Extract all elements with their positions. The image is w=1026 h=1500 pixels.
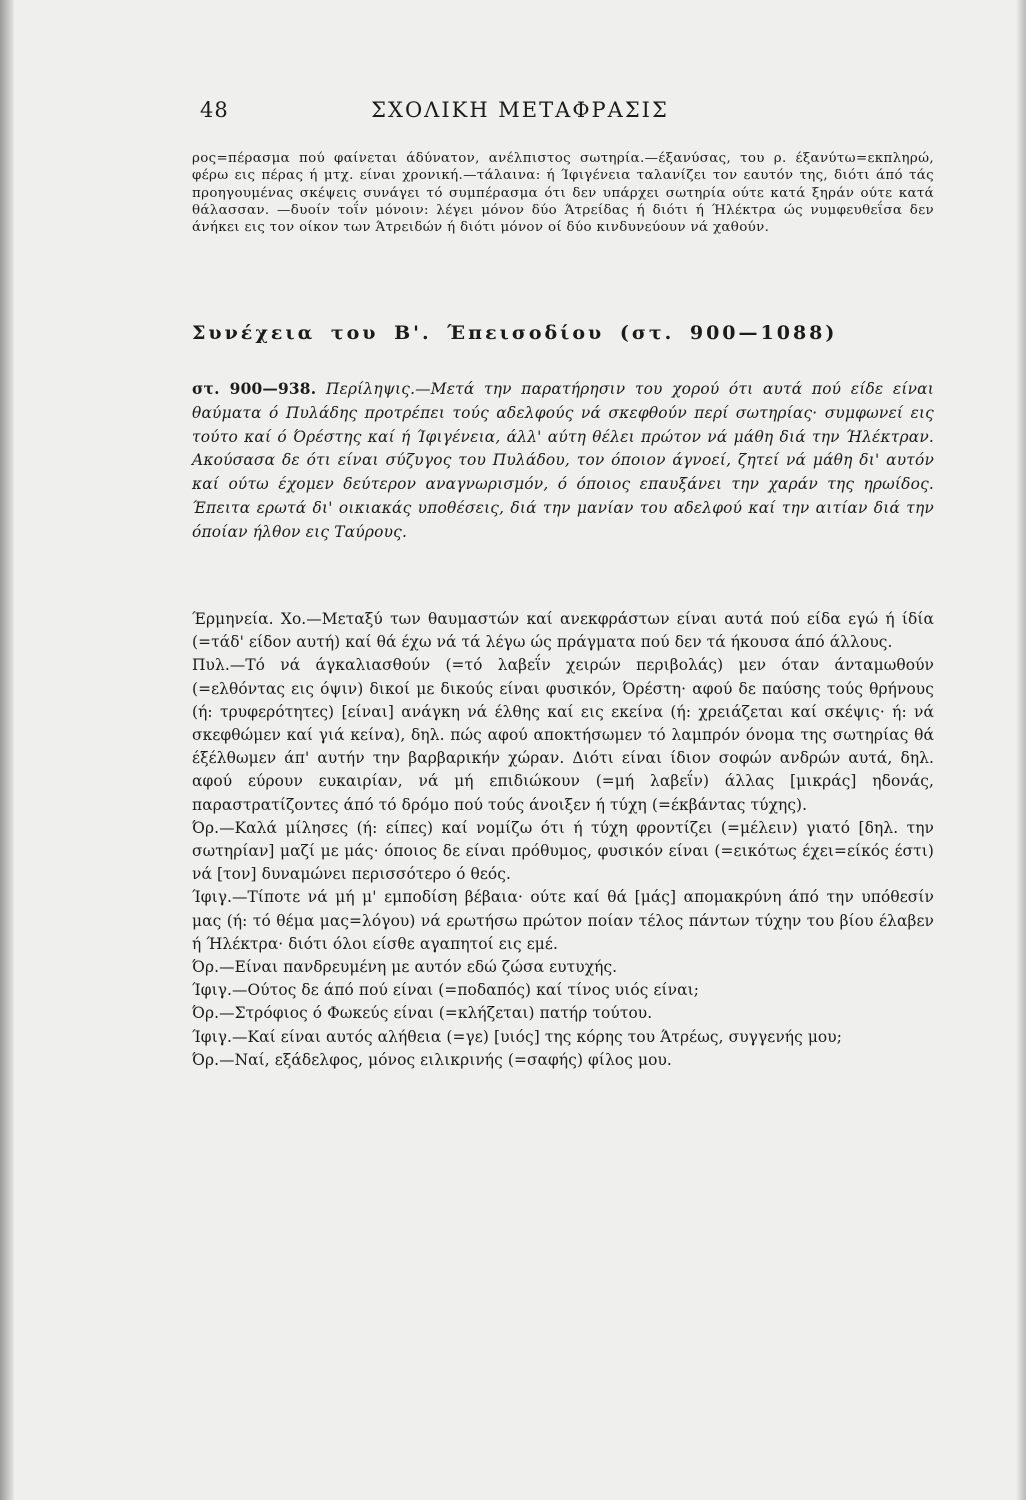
dialogue-line: Πυλ.—Τό νά άγκαλιασθούν (=τό λαβεΐν χειρών περιβολάς) μεν όταν άνταμωθούν (=ελθόντας εις όψιν) δικοί με δικούς είναι φυσικόν, Όρέστη· αφού δε παύσης τούς θρήνους (ή: τρυφερότητες) [είναι] ανάγκη νά έλθης καί εις εκείνα (ή: χρειάζεται καί σκέψις· ή: νά σκεφθώμεν καί γιά κείνα), δηλ. πώς αφού αποκτήσωμεν τό λαμπρόν όνομα της σωτηρίας θά έξέλθωμεν άπ' αυτήν την βαρβαρικήν χώραν. Διότι είναι ίδιον σοφών ανδρών αυτά, δηλ. αφού εύρουν ευκαιρίαν, νά μή επιδιώκουν (=μή λαβεΐν) άλλας [μικράς] ηδονάς, παραστρατίζοντες άπό τό δρόμο πού τούς άνοιξεν ή τύχη (=έκβάντας τύχης). [192,656,934,814]
running-title: ΣΧΟΛΙΚΗ ΜΕΤΑΦΡΑΣΙΣ [371,98,669,122]
dialogue-line: Ίφιγ.—Ούτος δε άπό πού είναι (=ποδαπός) καί τίνος υιός είναι; [192,981,700,1000]
dialogue-line: Ίφιγ.—Τίποτε νά μή μ' εμποδίση βέβαια· ούτε καί θά [μάς] απομακρύνη άπό την υπόθεσίν μας (ή: τό θέμα μας=λόγου) νά ερωτήσω πρώτον ποίαν τέλος πάντων τύχην του βίου έλαβεν ή Ήλέκτρα· διότι όλοι είσθε αγαπητοί εις εμέ. [192,888,934,953]
page-edge [1016,0,1026,1500]
page-number: 48 [200,98,229,122]
section-title: Συνέχεια του Β'. Έπεισοδίου (στ. 900—1088) [192,322,838,344]
translation-dialogue [192,608,934,1072]
dialogue-line: Έρμηνεία. Χο.—Μεταξύ των θαυμαστών καί ανεκφράστων είναι αυτά πού είδα εγώ ή ίδία (=τάδ' είδον αυτή) καί θά έχω νά τά λέγω ώς πράγματα πού δεν τά ήκουσα άπό άλλους. [192,610,934,652]
commentary-notes: ρος=πέρασμα πού φαίνεται άδύνατον, ανέλπιστος σωτηρία.—έξανύσας, του ρ. έξανύτω=εκπληρώ, φέρω εις πέρας ή μτχ. είναι χρονική.—τάλαινα: ή Ίφιγένεια ταλανίζει τον εαυτόν της, διότι άπό τάς προηγουμένας σκέψεις συνάγει τό συμπέρασμα ότι δεν υπάρχει σωτηρία ούτε κατά ξηράν ούτε κατά θάλασσαν. —δυοίν τοΐν μόνοιν: λέγει μόνον δύο Άτρείδας ή διότι ή Ήλέκτρα ώς νυμφευθεΐσα δεν άνήκει εις τον οίκον των Άτρειδών ή διότι μόνον οί δύο κινδυνεύουν νά χαθούν. [192,151,934,236]
dialogue-line: Όρ.—Ναί, εξάδελφος, μόνος ειλικρινής (=σαφής) φίλος μου. [192,1050,672,1069]
verse-range: στ. 900—938. [192,380,317,398]
dialogue-line: Όρ.—Στρόφιος ό Φωκεύς είναι (=κλήζεται) πατήρ τούτου. [192,1004,653,1023]
binding-shadow [0,0,14,1500]
summary-text: Περίληψις.—Μετά την παρατήρησιν του χορού ότι αυτά πού είδε είναι θαύματα ό Πυλάδης προτρέπει τούς αδελφούς νά σκεφθούν περί σωτηρίας· συμφωνεί εις τούτο καί ό Όρέστης καί ή Ίφιγένεια, άλλ' αύτη θέλει πρώτον νά μάθη διά την Ήλέκτραν. Ακούσασα δε ότι είναι σύζυγος του Πυλάδου, τον όποιον άγνοεί, ζητεί νά μάθη δι' αυτόν καί ούτω έχομεν δεύτερον αναγνωρισμόν, ό όποιος επαυξάνει την χαράν της ηρωίδος. Έπειτα ερωτά δι' οικιακάς υποθέσεις, διά την μανίαν του αδελφού καί την αιτίαν διά την όποίαν ήλθον εις Ταύρους. [192,380,934,541]
dialogue-line: Ίφιγ.—Καί είναι αυτός αλήθεια (=γε) [υιός] της κόρης του Άτρέως, συγγενής μου; [192,1027,843,1046]
summary-paragraph [192,378,934,545]
dialogue-line: Όρ.—Καλά μίλησες (ή: είπες) καί νομίζω ότι ή τύχη φροντίζει (=μέλειν) γιατό [δηλ. την σωτηρίαν] μαζί με μάς· όποιος δε είναι πρόθυμος, φυσικόν είναι (=εικότως έχει=είκός έστι) νά [τον] δυναμώνει περισσότερο ό θεός. [192,818,934,884]
dialogue-line: Όρ.—Είναι πανδρευμένη με αυτόν εδώ ζώσα ευτυχής. [192,958,618,977]
page-header [200,98,840,130]
